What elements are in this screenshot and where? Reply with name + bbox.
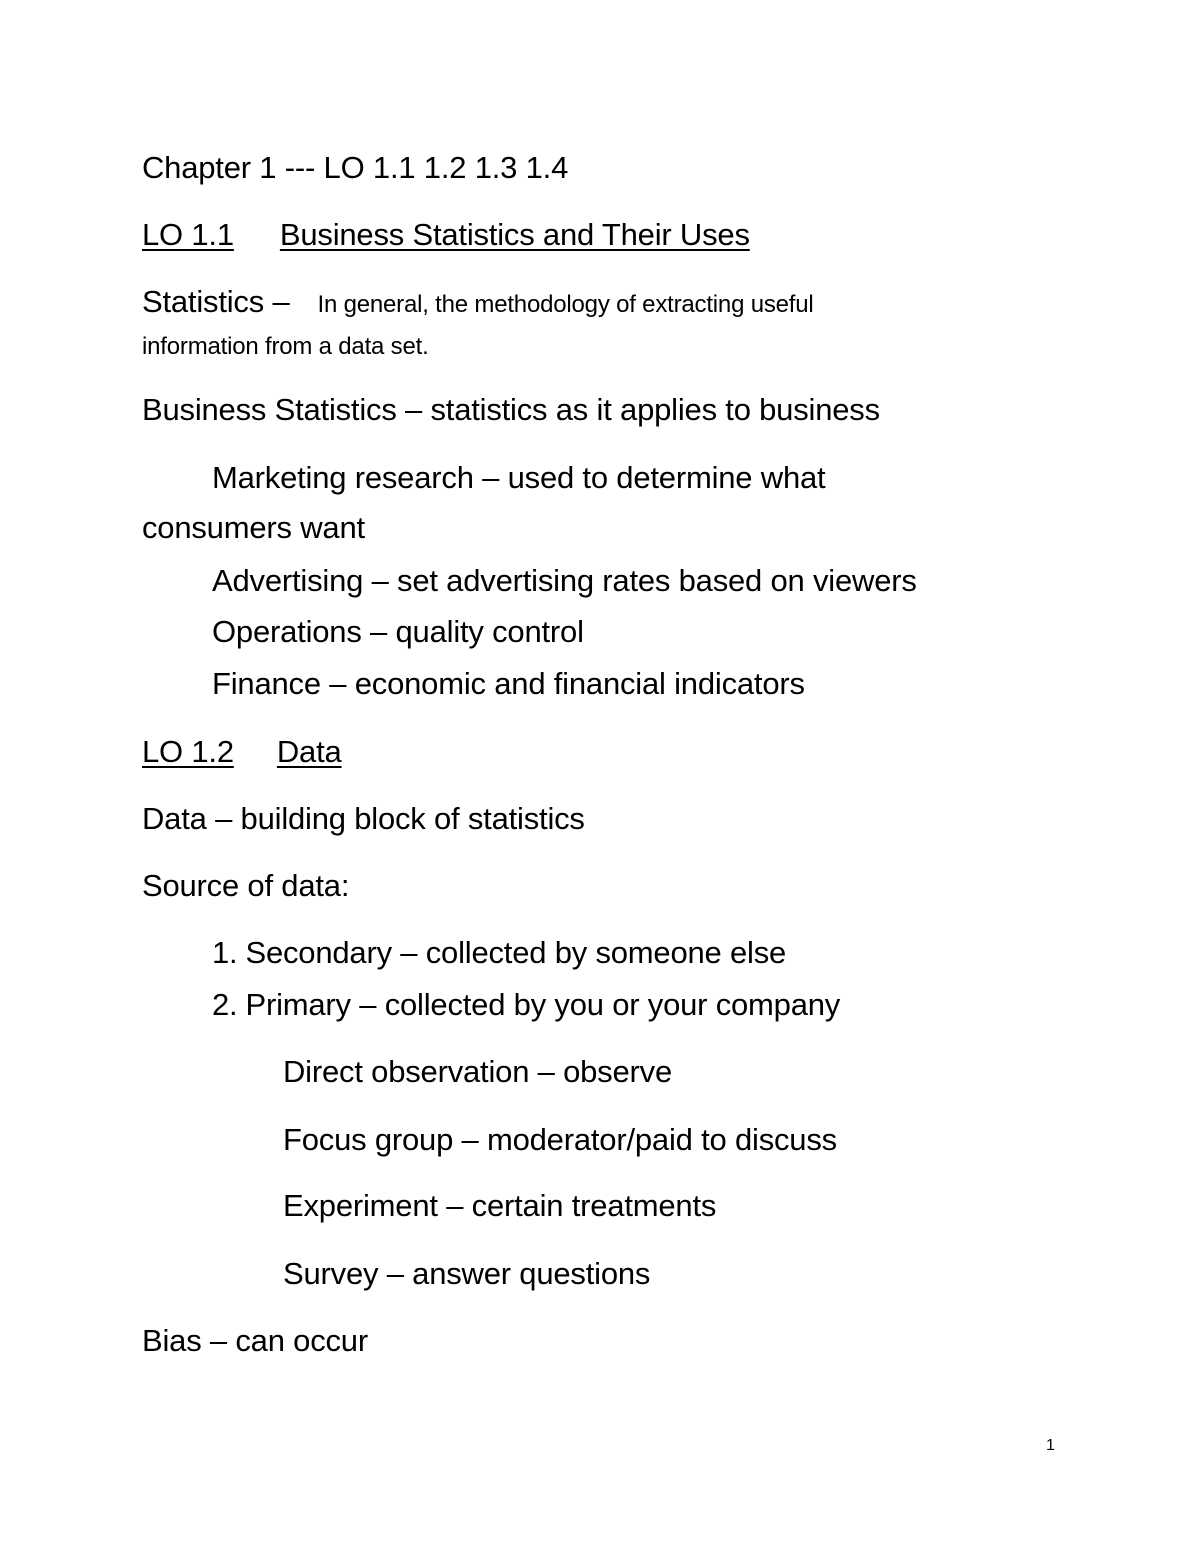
primary-method-item: Experiment – certain treatments bbox=[283, 1188, 717, 1223]
finance-line: Finance – economic and financial indicators bbox=[212, 666, 805, 701]
list-text: Primary – collected by you or your company bbox=[245, 987, 841, 1022]
statistics-definition-continued: information from a data set. bbox=[142, 333, 429, 360]
operations-line: Operations – quality control bbox=[212, 614, 584, 649]
list-number: 1. bbox=[212, 935, 238, 970]
statistics-term: Statistics – bbox=[142, 284, 290, 319]
source-of-data-heading: Source of data: bbox=[142, 868, 350, 903]
list-number: 2. bbox=[212, 987, 238, 1022]
marketing-research-line: Marketing research – used to determine what bbox=[212, 460, 826, 495]
data-definition: Data – building block of statistics bbox=[142, 801, 585, 836]
section-code: LO 1.2 bbox=[142, 734, 234, 769]
marketing-research-continued: consumers want bbox=[142, 510, 365, 545]
primary-method-item: Survey – answer questions bbox=[283, 1256, 651, 1291]
source-list-item bbox=[212, 933, 786, 973]
statistics-definition: In general, the methodology of extracting useful bbox=[317, 291, 814, 318]
chapter-title: Chapter 1 --- LO 1.1 1.2 1.3 1.4 bbox=[142, 150, 569, 185]
section-title: Data bbox=[276, 734, 342, 769]
section-title: Business Statistics and Their Uses bbox=[279, 217, 750, 252]
business-statistics-definition: Business Statistics – statistics as it applies to business bbox=[142, 392, 880, 427]
bias-line: Bias – can occur bbox=[142, 1323, 368, 1358]
section-heading-lo-1-1 bbox=[142, 215, 750, 255]
section-heading-lo-1-2 bbox=[142, 732, 342, 772]
statistics-definition-line bbox=[142, 282, 814, 325]
list-text: Secondary – collected by someone else bbox=[245, 935, 787, 970]
advertising-line: Advertising – set advertising rates based on viewers bbox=[212, 563, 917, 598]
page-number: 1 bbox=[1046, 1437, 1055, 1454]
primary-method-item: Direct observation – observe bbox=[283, 1054, 672, 1089]
source-list-item bbox=[212, 985, 840, 1025]
primary-method-item: Focus group – moderator/paid to discuss bbox=[283, 1122, 837, 1157]
section-code: LO 1.1 bbox=[142, 217, 234, 252]
